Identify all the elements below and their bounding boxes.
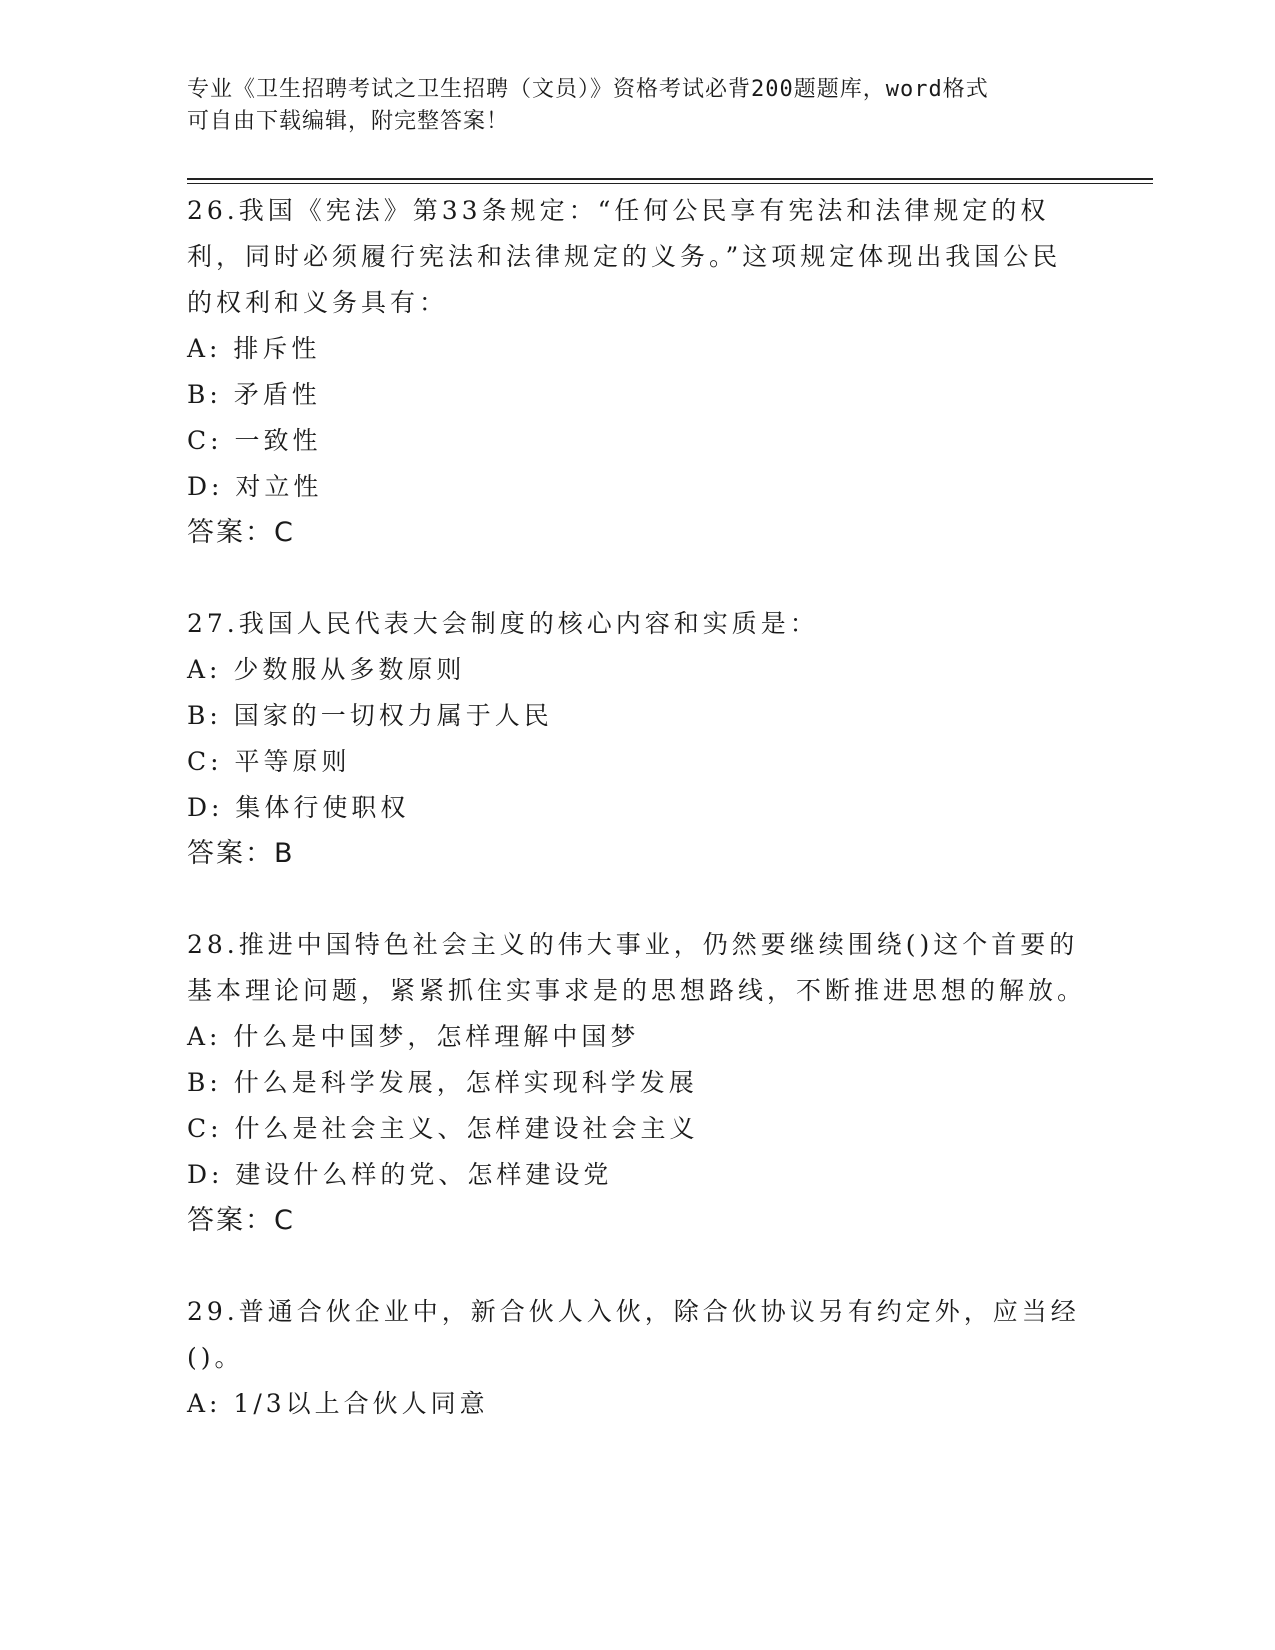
answer: 答案：C	[187, 517, 295, 548]
question-stem: 27.我国人民代表大会制度的核心内容和实质是：	[187, 609, 819, 638]
option-d: D: 建设什么样的党、怎样建设党	[187, 1160, 613, 1189]
option-a: A: 排斥性	[187, 334, 321, 363]
question-stem: 29.普通合伙企业中，新合伙人入伙，除合伙协议另有约定外，应当经()。	[187, 1297, 1080, 1372]
question-stem: 26.我国《宪法》第33条规定：“任何公民享有宪法和法律规定的权利，同时必须履行宪法和法律规定的义务。”这项规定体现出我国公民的权利和义务具有：	[187, 196, 1062, 317]
header-divider-thick	[187, 178, 1153, 180]
question-28	[187, 922, 1087, 1244]
header-line-2: 可自由下载编辑，附完整答案！	[187, 109, 510, 134]
question-stem: 28.推进中国特色社会主义的伟大事业，仍然要继续围绕()这个首要的基本理论问题，紧紧抓住实事求是的思想路线，不断推进思想的解放。	[187, 930, 1087, 1005]
option-d: D: 集体行使职权	[187, 793, 410, 822]
option-a: A: 什么是中国梦，怎样理解中国梦	[187, 1022, 640, 1051]
option-c: C: 什么是社会主义、怎样建设社会主义	[187, 1114, 699, 1143]
option-d: D: 对立性	[187, 472, 323, 501]
option-b: B: 什么是科学发展，怎样实现科学发展	[187, 1068, 698, 1097]
question-29	[187, 1289, 1087, 1427]
option-c: C: 平等原则	[187, 747, 351, 776]
document-header	[187, 74, 1067, 138]
answer: 答案：B	[187, 838, 295, 869]
header-line-1: 专业《卫生招聘考试之卫生招聘（文员）》资格考试必背200题题库，word格式	[187, 77, 989, 102]
question-list	[187, 188, 1087, 1472]
question-26	[187, 188, 1087, 556]
option-a: A: 少数服从多数原则	[187, 655, 466, 684]
option-b: B: 矛盾性	[187, 380, 321, 409]
option-b: B: 国家的一切权力属于人民	[187, 701, 553, 730]
option-a: A: 1/3以上合伙人同意	[187, 1389, 489, 1418]
header-divider-thin	[187, 183, 1153, 184]
answer: 答案：C	[187, 1205, 295, 1236]
question-27	[187, 601, 1087, 877]
option-c: C: 一致性	[187, 426, 322, 455]
